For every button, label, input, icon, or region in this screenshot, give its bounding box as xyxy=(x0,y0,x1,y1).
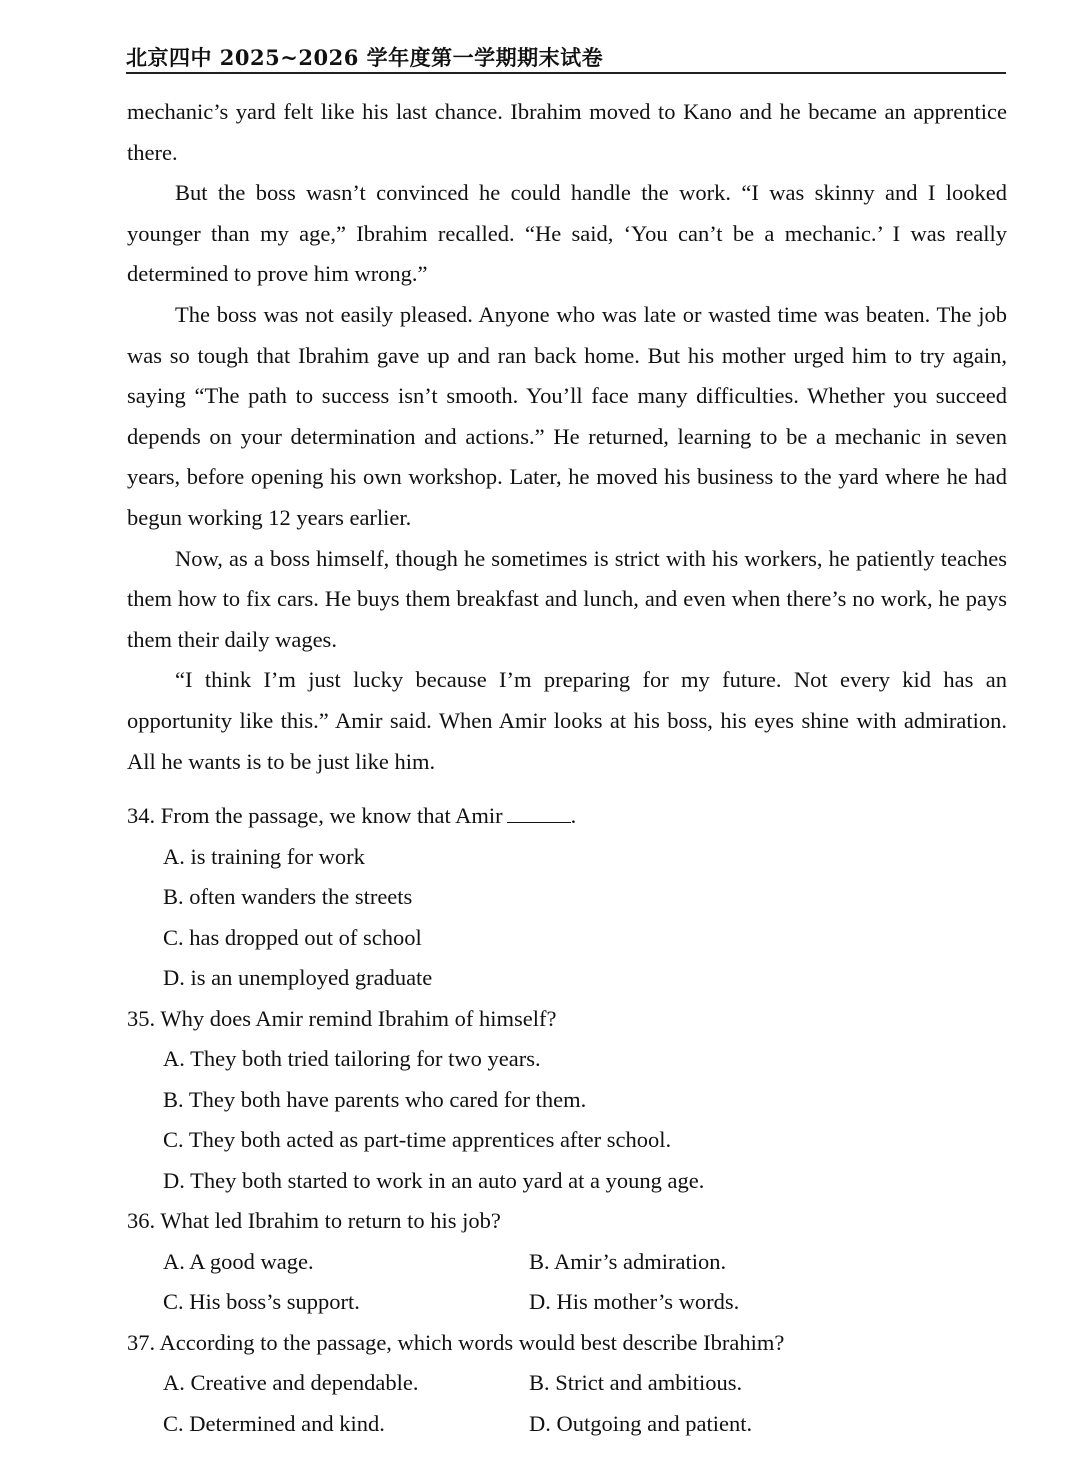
option-a: A. is training for work xyxy=(163,843,365,869)
option-a: A. Creative and dependable. xyxy=(163,1370,419,1395)
reading-passage xyxy=(127,92,1007,782)
option-b: B. They both have parents who cared for them. xyxy=(163,1086,587,1112)
option-b: B. often wanders the streets xyxy=(163,884,413,909)
question-list xyxy=(127,796,1007,1444)
answer-blank xyxy=(507,802,571,823)
option-a: A. A good wage. xyxy=(163,1248,314,1274)
question-stem xyxy=(127,796,1007,837)
option-d: D. They both started to work in an auto yard at a young age. xyxy=(163,1167,705,1193)
option-c: C. They both acted as part-time apprentices after school. xyxy=(163,1127,672,1152)
question-stem-end: . xyxy=(570,803,577,828)
passage-paragraph: Now, as a boss himself, though he sometimes is strict with his workers, he patiently teaches them how to fix cars. He buys them breakfast and lunch, and even when there’s no work, he pays them their daily wages. xyxy=(127,545,1007,652)
passage-paragraph: But the boss wasn’t convinced he could handle the work. “I was skinny and I looked younger than my age,” Ibrahim recalled. “He said, ‘You can’t be a mechanic.’ I was really determined to prove him wrong.” xyxy=(127,180,1007,287)
question-34 xyxy=(127,796,1007,999)
option-d: D. Outgoing and patient. xyxy=(529,1410,753,1436)
option-grid xyxy=(127,1363,1007,1444)
question-35 xyxy=(127,999,1007,1202)
question-stem: 36. What led Ibrahim to return to his job? xyxy=(127,1208,501,1233)
option-c: C. has dropped out of school xyxy=(163,924,422,950)
question-stem-text: 34. From the passage, we know that Amir xyxy=(127,803,503,828)
option-d: D. is an unemployed graduate xyxy=(163,965,433,990)
option-b: B. Amir’s admiration. xyxy=(529,1248,727,1274)
option-b: B. Strict and ambitious. xyxy=(529,1370,743,1395)
passage-paragraph: “I think I’m just lucky because I’m preparing for my future. Not every kid has an opportunity like this.” Amir said. When Amir looks at his boss, his eyes shine with admiration. All he wants is to be just like him. xyxy=(127,667,1007,774)
passage-paragraph: The boss was not easily pleased. Anyone who was late or wasted time was beaten. The job was so tough that Ibrahim gave up and ran back home. But his mother urged him to try again, saying “The path to success isn’t smooth. You’ll face many difficulties. Whether you succeed depends on your determination and actions.” He returned, learning to be a mechanic in seven years, before opening his own workshop. Later, he moved his business to the yard where he had begun working 12 years earlier. xyxy=(127,301,1007,530)
question-stem: 37. According to the passage, which words would best describe Ibrahim? xyxy=(127,1329,785,1355)
exam-title: 北京四中 2025~2026 学年度第一学期期末试卷 xyxy=(126,45,604,70)
option-c: C. His boss’s support. xyxy=(163,1289,360,1314)
option-d: D. His mother’s words. xyxy=(529,1289,740,1314)
option-a: A. They both tried tailoring for two years. xyxy=(163,1046,541,1071)
option-grid xyxy=(127,1242,1007,1323)
question-37 xyxy=(127,1323,1007,1445)
question-36 xyxy=(127,1201,1007,1323)
option-c: C. Determined and kind. xyxy=(163,1410,385,1436)
page-header xyxy=(126,40,1006,74)
question-stem: 35. Why does Amir remind Ibrahim of himself? xyxy=(127,1005,557,1031)
passage-paragraph: mechanic’s yard felt like his last chance. Ibrahim moved to Kano and he became an apprentice there. xyxy=(127,99,1007,165)
